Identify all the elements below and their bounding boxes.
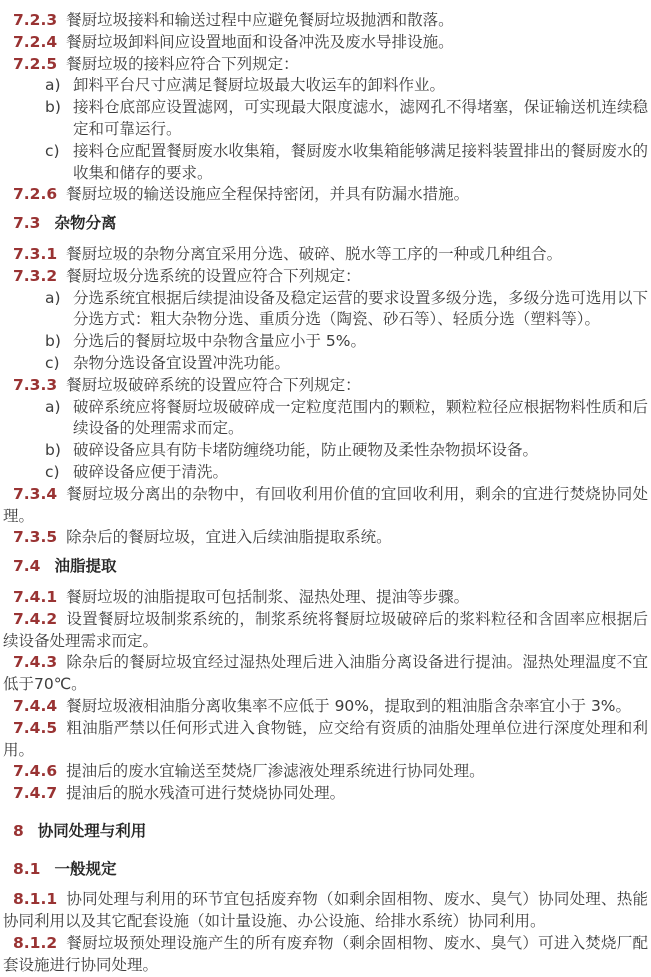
clause-text: 餐厨垃圾的输送设施应全程保持密闭，并具有防漏水措施。 — [66, 185, 470, 204]
heading-text: 协同处理与利用 — [37, 821, 147, 840]
list-item-label: b) — [45, 332, 61, 351]
clause — [3, 933, 648, 977]
clause — [3, 527, 648, 549]
clause-number: 7.4.3 — [13, 653, 58, 672]
clause-number: 7.3.1 — [13, 244, 58, 263]
list-item-text: 分选后的餐厨垃圾中杂物含量应小于 5%。 — [73, 332, 367, 351]
list-item — [3, 288, 648, 332]
clause-number: 8.1.1 — [13, 890, 58, 909]
clause-text: 提油后的脱水残渣可进行焚烧协同处理。 — [66, 784, 346, 803]
section-heading — [3, 859, 648, 881]
list-item-text: 接料仓底部应设置滤网，可实现最大限度滤水，滤网孔不得堵塞，保证输送机连续稳定和可靠运行。 — [73, 98, 648, 138]
list-item — [3, 75, 648, 97]
clause-text: 餐厨垃圾的油脂提取可包括制浆、湿热处理、提油等步骤。 — [66, 587, 470, 606]
heading-text: 一般规定 — [54, 859, 117, 878]
clause — [3, 761, 648, 783]
clause — [3, 889, 648, 933]
clause-number: 7.2.4 — [13, 32, 58, 51]
clause-text: 餐厨垃圾破碎系统的设置应符合下列规定： — [66, 375, 361, 394]
list-item-text: 卸料平台尺寸应满足餐厨垃圾最大收运车的卸料作业。 — [73, 76, 446, 95]
clause-number: 7.2.6 — [13, 185, 58, 204]
clause-text: 餐厨垃圾接料和输送过程中应避免餐厨垃圾抛洒和散落。 — [66, 11, 454, 29]
heading-number: 8 — [13, 821, 24, 840]
clause — [3, 244, 648, 266]
clause-number: 7.4.5 — [13, 718, 58, 737]
list-item-label: c) — [45, 462, 60, 481]
clause-text: 餐厨垃圾预处理设施产生的所有废弃物（剩余固相物、废水、臭气）可进入焚烧厂配套设施进行协同处理。 — [3, 934, 648, 974]
list-item — [3, 353, 648, 375]
clause-number: 7.4.2 — [13, 609, 58, 628]
document-body — [3, 10, 648, 977]
clause-number: 7.4.6 — [13, 762, 58, 781]
heading-text: 杂物分离 — [54, 214, 117, 233]
heading-number: 7.3 — [13, 214, 41, 233]
clause-number: 7.4.1 — [13, 587, 58, 606]
clause — [3, 783, 648, 805]
clause-number: 7.3.4 — [13, 484, 58, 503]
clause — [3, 696, 648, 718]
list-item-text: 接料仓应配置餐厨废水收集箱，餐厨废水收集箱能够满足接料装置排出的餐厨废水的收集和储存的要求。 — [73, 141, 648, 182]
clause-text: 除杂后的餐厨垃圾宜经过湿热处理后进入油脂分离设备进行提油。湿热处理温度不宜低于70℃。 — [3, 653, 648, 694]
clause-number: 8.1.2 — [13, 934, 58, 953]
clause-text: 餐厨垃圾分选系统的设置应符合下列规定： — [66, 266, 361, 285]
list-item — [3, 440, 648, 462]
clause — [3, 10, 648, 32]
section-heading — [3, 556, 648, 578]
clause-text: 协同处理与利用的环节宜包括废弃物（如剩余固相物、废水、臭气）协同处理、热能协同利用以及其它配套设施（如计量设施、办公设施、给排水系统）协同利用。 — [3, 890, 648, 931]
list-item — [3, 97, 648, 141]
clause — [3, 652, 648, 696]
clause — [3, 266, 648, 288]
clause — [3, 375, 648, 397]
clause-number: 7.3.5 — [13, 528, 58, 547]
list-item — [3, 331, 648, 353]
list-item-label: a) — [45, 397, 61, 416]
clause-number: 7.2.3 — [13, 11, 58, 29]
list-item-label: a) — [45, 288, 61, 307]
list-item-text: 破碎设备应便于清洗。 — [73, 462, 229, 481]
list-item-label: b) — [45, 441, 61, 460]
clause-number: 7.3.3 — [13, 375, 58, 394]
list-item — [3, 397, 648, 441]
list-item-label: c) — [45, 353, 60, 372]
clause — [3, 32, 648, 54]
clause-text: 餐厨垃圾的接料应符合下列规定： — [66, 54, 299, 73]
heading-text: 油脂提取 — [54, 557, 117, 576]
clause — [3, 587, 648, 609]
list-item-label: c) — [45, 141, 60, 160]
clause-text: 餐厨垃圾液相油脂分离收集率不应低于 90%，提取到的粗油脂含杂率宜小于 3%。 — [66, 696, 632, 715]
list-item — [3, 141, 648, 185]
chapter-heading — [3, 821, 648, 843]
heading-number: 7.4 — [13, 557, 41, 576]
list-item-text: 分选系统宜根据后续提油设备及稳定运营的要求设置多级分选，多级分选可选用以下分选方式：粗大杂物分选、重质分选（陶瓷、砂石等）、轻质分选（塑料等）。 — [73, 288, 648, 329]
list-item-label: a) — [45, 76, 61, 95]
clause — [3, 54, 648, 76]
list-item-text: 破碎系统应将餐厨垃圾破碎成一定粒度范围内的颗粒，颗粒粒径应根据物料性质和后续设备的处理需求而定。 — [73, 397, 648, 438]
list-item-text: 杂物分选设备宜设置冲洗功能。 — [73, 353, 291, 372]
clause-text: 餐厨垃圾的杂物分离宜采用分选、破碎、脱水等工序的一种或几种组合。 — [66, 244, 563, 263]
clause-text: 餐厨垃圾分离出的杂物中，有回收利用价值的宜回收利用，剩余的宜进行焚烧协同处理。 — [3, 484, 648, 525]
clause-number: 7.4.4 — [13, 696, 58, 715]
clause — [3, 184, 648, 206]
clause-number: 7.4.7 — [13, 784, 58, 803]
list-item — [3, 462, 648, 484]
heading-number: 8.1 — [13, 859, 41, 878]
clause — [3, 609, 648, 653]
clause — [3, 718, 648, 762]
list-item-label: b) — [45, 98, 61, 117]
section-heading — [3, 213, 648, 235]
list-item-text: 破碎设备应具有防卡堵防缠绕功能，防止硬物及柔性杂物损坏设备。 — [73, 441, 539, 460]
clause — [3, 484, 648, 528]
clause-text: 除杂后的餐厨垃圾，宜进入后续油脂提取系统。 — [66, 528, 392, 547]
clause-text: 设置餐厨垃圾制浆系统的，制浆系统将餐厨垃圾破碎后的浆料粒径和含固率应根据后续设备处理需求而定。 — [3, 609, 648, 650]
clause-number: 7.3.2 — [13, 266, 58, 285]
clause-text: 提油后的废水宜输送至焚烧厂渗滤液处理系统进行协同处理。 — [66, 762, 485, 781]
clause-text: 餐厨垃圾卸料间应设置地面和设备冲洗及废水导排设施。 — [66, 32, 454, 51]
clause-text: 粗油脂严禁以任何形式进入食物链，应交给有资质的油脂处理单位进行深度处理和利用。 — [3, 718, 648, 759]
clause-number: 7.2.5 — [13, 54, 58, 73]
